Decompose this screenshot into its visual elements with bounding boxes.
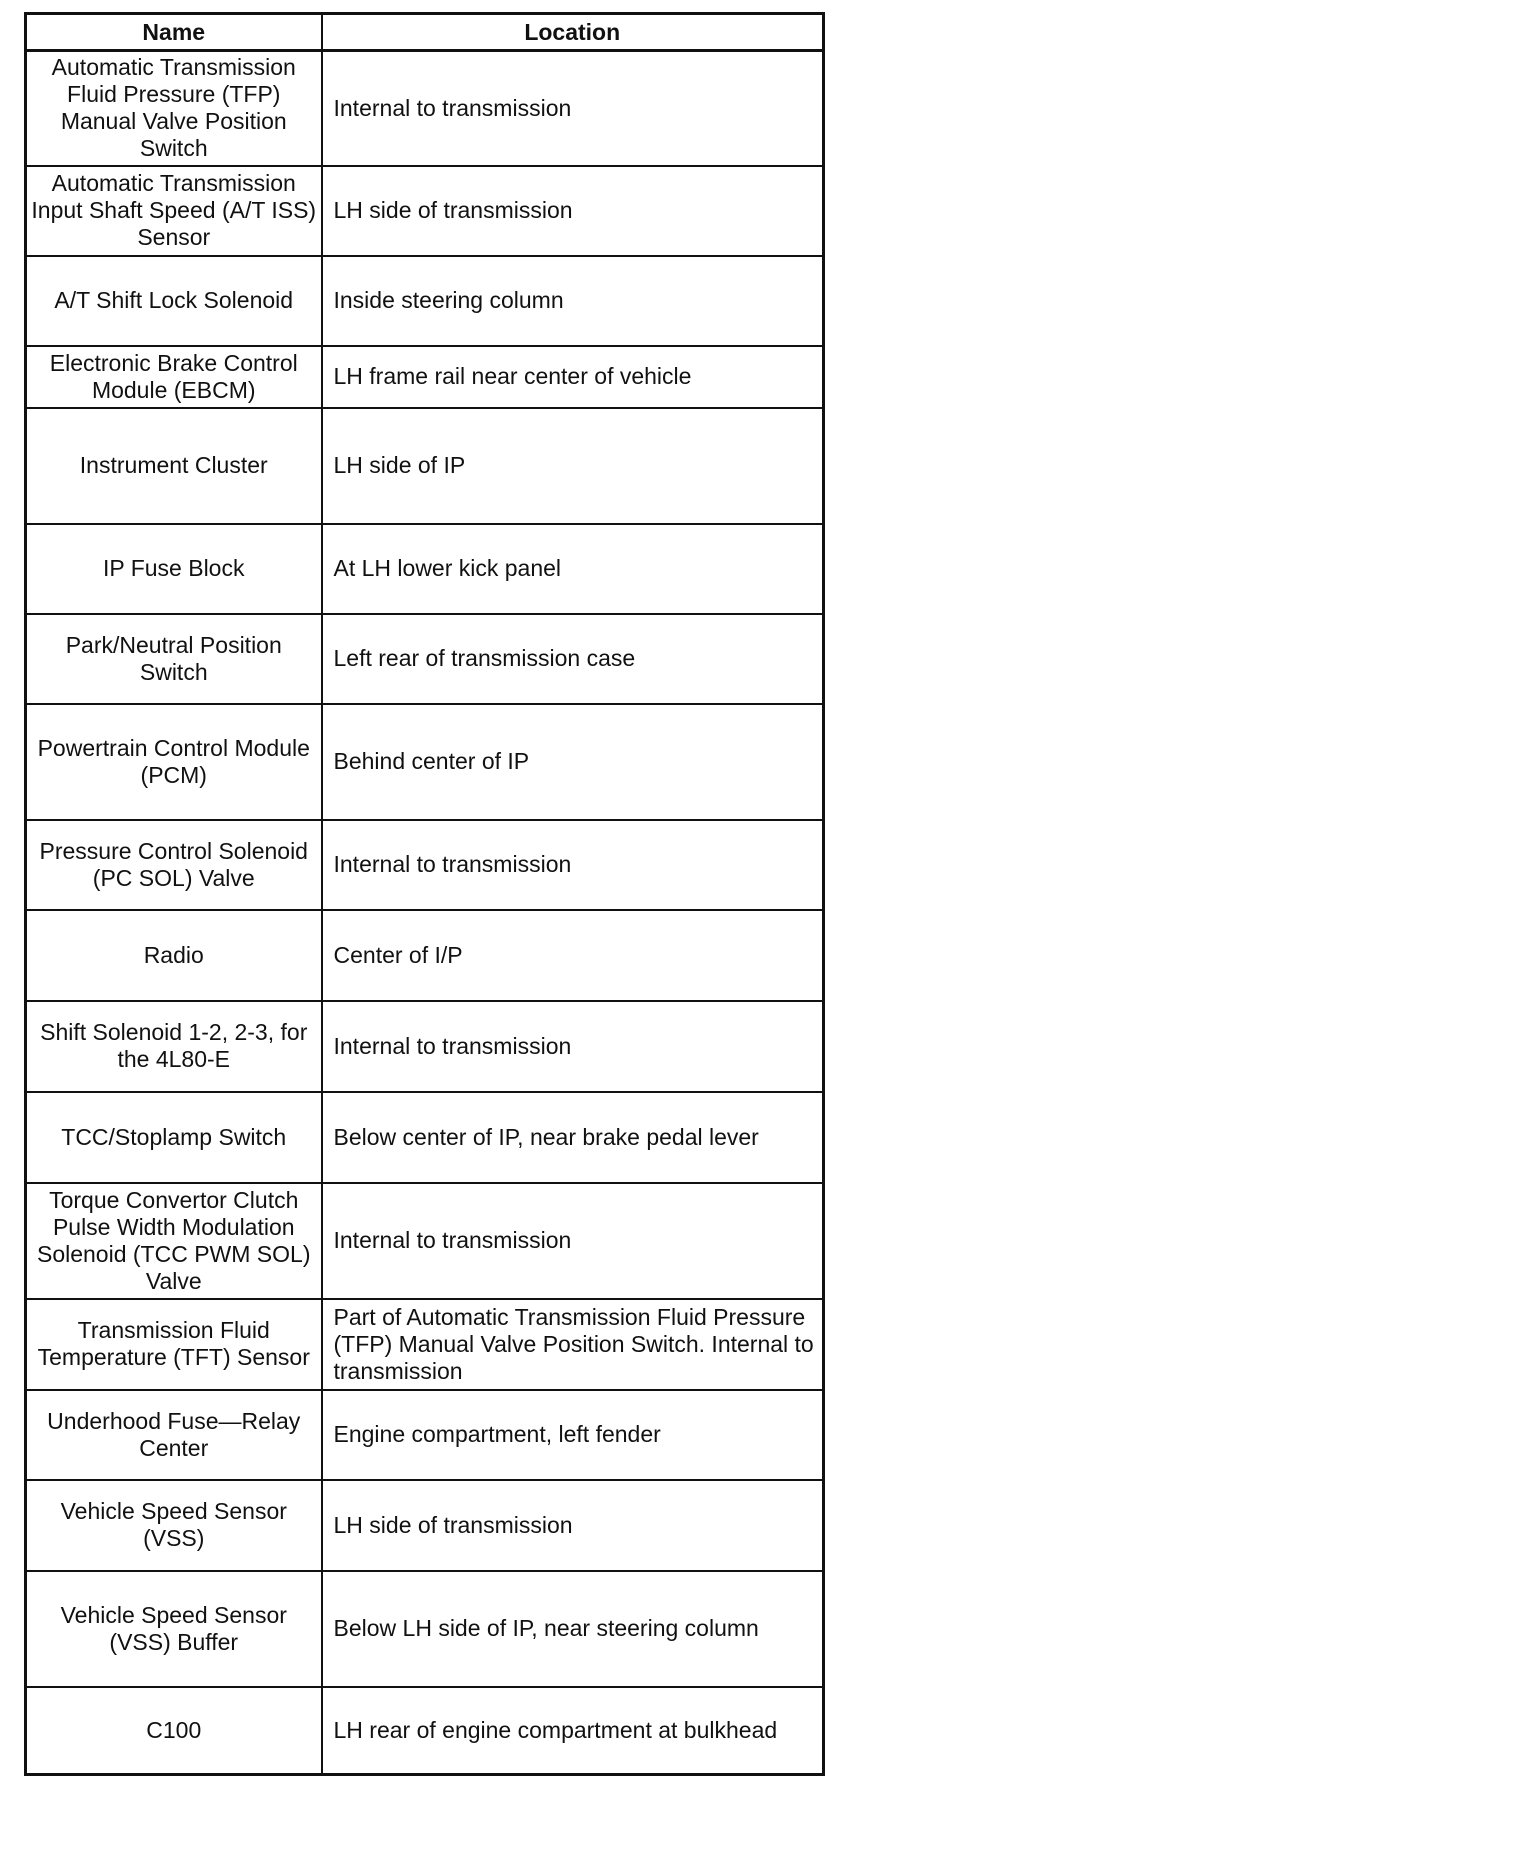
component-name-cell: Torque Convertor Clutch Pulse Width Modulation Solenoid (TCC PWM SOL) Valve — [26, 1183, 322, 1299]
table-row — [26, 1001, 824, 1092]
location-column-header: Location — [322, 14, 824, 51]
component-location-cell: Below center of IP, near brake pedal lever — [322, 1092, 824, 1183]
component-name-cell: Instrument Cluster — [26, 408, 322, 524]
table-row — [26, 820, 824, 910]
component-name-cell: Pressure Control Solenoid (PC SOL) Valve — [26, 820, 322, 910]
table-body — [26, 51, 824, 1775]
component-name-cell: Automatic Transmission Input Shaft Speed (A/T ISS) Sensor — [26, 166, 322, 256]
component-name-cell: Park/Neutral Position Switch — [26, 614, 322, 704]
table-row — [26, 1390, 824, 1480]
table-row — [26, 1183, 824, 1299]
table-header-row — [26, 14, 824, 51]
table-row — [26, 524, 824, 614]
component-name-cell: C100 — [26, 1687, 322, 1775]
component-location-cell: Behind center of IP — [322, 704, 824, 820]
component-name-cell: Vehicle Speed Sensor (VSS) — [26, 1480, 322, 1571]
component-location-cell: Internal to transmission — [322, 1001, 824, 1092]
table-row — [26, 704, 824, 820]
component-name-cell: IP Fuse Block — [26, 524, 322, 614]
table-row — [26, 408, 824, 524]
component-location-cell: Left rear of transmission case — [322, 614, 824, 704]
component-name-cell: Vehicle Speed Sensor (VSS) Buffer — [26, 1571, 322, 1687]
component-location-cell: Engine compartment, left fender — [322, 1390, 824, 1480]
table-row — [26, 51, 824, 166]
component-name-cell: A/T Shift Lock Solenoid — [26, 256, 322, 346]
component-location-cell: Part of Automatic Transmission Fluid Pressure (TFP) Manual Valve Position Switch. Internal to transmission — [322, 1299, 824, 1390]
table-row — [26, 1480, 824, 1571]
component-location-cell: LH side of transmission — [322, 166, 824, 256]
table-row — [26, 166, 824, 256]
table-row — [26, 614, 824, 704]
component-location-cell: LH side of transmission — [322, 1480, 824, 1571]
table-row — [26, 1571, 824, 1687]
component-location-cell: LH frame rail near center of vehicle — [322, 346, 824, 408]
component-name-cell: Transmission Fluid Temperature (TFT) Sensor — [26, 1299, 322, 1390]
component-location-cell: At LH lower kick panel — [322, 524, 824, 614]
component-location-table — [24, 12, 825, 1776]
component-name-cell: Automatic Transmission Fluid Pressure (TFP) Manual Valve Position Switch — [26, 51, 322, 166]
table-row — [26, 346, 824, 408]
component-name-cell: Electronic Brake Control Module (EBCM) — [26, 346, 322, 408]
component-name-cell: Radio — [26, 910, 322, 1001]
component-location-cell: Internal to transmission — [322, 820, 824, 910]
component-location-cell: Below LH side of IP, near steering column — [322, 1571, 824, 1687]
component-name-cell: Underhood Fuse—Relay Center — [26, 1390, 322, 1480]
name-column-header: Name — [26, 14, 322, 51]
component-location-cell: LH side of IP — [322, 408, 824, 524]
table-row — [26, 1092, 824, 1183]
component-location-cell: LH rear of engine compartment at bulkhead — [322, 1687, 824, 1775]
table-row — [26, 1299, 824, 1390]
table-row — [26, 1687, 824, 1775]
component-name-cell: TCC/Stoplamp Switch — [26, 1092, 322, 1183]
table-row — [26, 910, 824, 1001]
component-location-cell: Center of I/P — [322, 910, 824, 1001]
component-location-cell: Internal to transmission — [322, 51, 824, 166]
component-location-cell: Internal to transmission — [322, 1183, 824, 1299]
table-row — [26, 256, 824, 346]
component-name-cell: Powertrain Control Module (PCM) — [26, 704, 322, 820]
component-location-cell: Inside steering column — [322, 256, 824, 346]
component-name-cell: Shift Solenoid 1-2, 2-3, for the 4L80-E — [26, 1001, 322, 1092]
